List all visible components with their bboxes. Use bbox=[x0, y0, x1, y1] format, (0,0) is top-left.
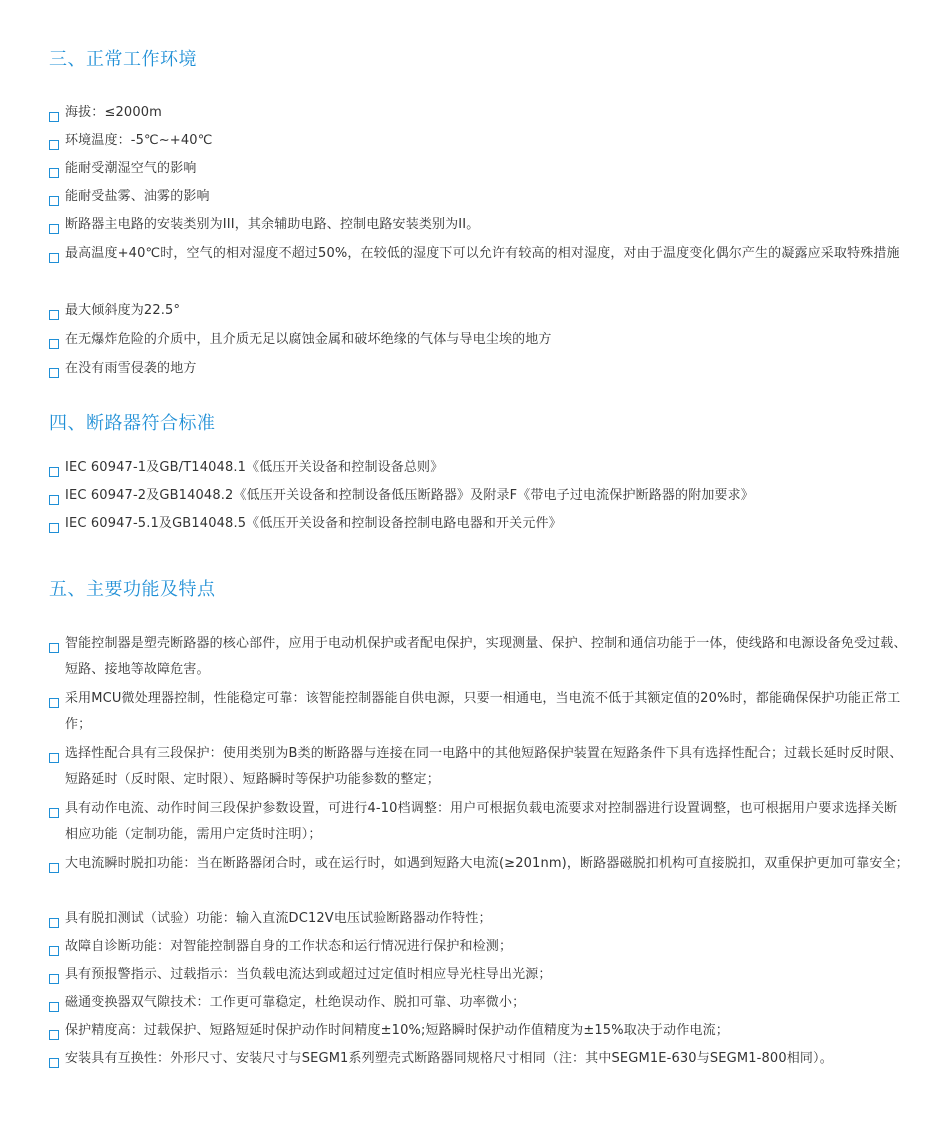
checkbox-square-icon bbox=[49, 253, 59, 263]
checkbox-square-icon bbox=[49, 467, 59, 477]
checkbox-square-icon bbox=[49, 808, 59, 818]
checkbox-square-icon bbox=[49, 643, 59, 653]
checkbox-square-icon bbox=[49, 368, 59, 378]
checkbox-square-icon bbox=[49, 974, 59, 984]
checkbox-square-icon bbox=[49, 310, 59, 320]
list-item: 具有动作电流、动作时间三段保护参数设置，可进行4-10档调整：用户可根据负载电流要求对控制器进行设置调整，也可根据用户要求选择关断相应功能（定制功能，需用户定货时注明）； bbox=[49, 802, 909, 848]
checkbox-square-icon bbox=[49, 523, 59, 533]
checkbox-square-icon bbox=[49, 339, 59, 349]
list-item: 海拔：≤2000m bbox=[49, 106, 909, 126]
checkbox-square-icon bbox=[49, 946, 59, 956]
section-title-features: 五、主要功能及特点 bbox=[49, 579, 216, 600]
list-item: IEC 60947-5.1及GB14048.5《低压开关设备和控制设备控制电路电器和开关元件》 bbox=[49, 517, 909, 537]
list-item: IEC 60947-1及GB/T14048.1《低压开关设备和控制设备总则》 bbox=[49, 461, 909, 481]
list-item: 安装具有互换性：外形尺寸、安装尺寸与SEGM1系列塑壳式断路器同规格尺寸相同（注：其中SEGM1E-630与SEGM1-800相同）。 bbox=[49, 1052, 909, 1072]
checkbox-square-icon bbox=[49, 753, 59, 763]
checkbox-square-icon bbox=[49, 168, 59, 178]
list-item: 磁通变换器双气隙技术：工作更可靠稳定，杜绝误动作、脱扣可靠、功率微小； bbox=[49, 996, 909, 1016]
list-item: 采用MCU微处理器控制，性能稳定可靠：该智能控制器能自供电源，只要一相通电，当电流不低于其额定值的20%时，都能确保保护功能正常工作； bbox=[49, 692, 909, 738]
list-item: 选择性配合具有三段保护：使用类别为B类的断路器与连接在同一电路中的其他短路保护装置在短路条件下具有选择性配合；过载长延时反时限、短路延时（反时限、定时限）、短路瞬时等保护功能参数的整定； bbox=[49, 747, 909, 793]
section-title-standards: 四、断路器符合标准 bbox=[49, 413, 216, 434]
list-item: 故障自诊断功能：对智能控制器自身的工作状态和运行情况进行保护和检测； bbox=[49, 940, 909, 960]
list-item: 最大倾斜度为22.5° bbox=[49, 304, 909, 324]
checkbox-square-icon bbox=[49, 1002, 59, 1012]
list-item: 智能控制器是塑壳断路器的核心部件，应用于电动机保护或者配电保护，实现测量、保护、控制和通信功能于一体，使线路和电源设备免受过载、短路、接地等故障危害。 bbox=[49, 637, 909, 683]
list-item: 在无爆炸危险的介质中，且介质无足以腐蚀金属和破坏绝缘的气体与导电尘埃的地方 bbox=[49, 333, 909, 353]
checkbox-square-icon bbox=[49, 196, 59, 206]
list-item: 具有预报警指示、过载指示：当负载电流达到或超过过定值时相应导光柱导出光源； bbox=[49, 968, 909, 988]
list-item: 能耐受盐雾、油雾的影响 bbox=[49, 190, 909, 210]
checkbox-square-icon bbox=[49, 140, 59, 150]
checkbox-square-icon bbox=[49, 112, 59, 122]
checkbox-square-icon bbox=[49, 1058, 59, 1068]
list-item: 环境温度：-5℃~+40℃ bbox=[49, 134, 909, 154]
section-title-environment: 三、正常工作环境 bbox=[49, 49, 197, 70]
checkbox-square-icon bbox=[49, 495, 59, 505]
list-item: 最高温度+40℃时，空气的相对湿度不超过50%，在较低的湿度下可以允许有较高的相对湿度，对由于温度变化偶尔产生的凝露应采取特殊措施 bbox=[49, 247, 909, 267]
list-item: IEC 60947-2及GB14048.2《低压开关设备和控制设备低压断路器》及附录F《带电子过电流保护断路器的附加要求》 bbox=[49, 489, 909, 509]
list-item: 保护精度高：过载保护、短路短延时保护动作时间精度±10%;短路瞬时保护动作值精度为±15%取决于动作电流； bbox=[49, 1024, 909, 1044]
list-item: 大电流瞬时脱扣功能：当在断路器闭合时，或在运行时，如遇到短路大电流(≥201nm)，断路器磁脱扣机构可直接脱扣，双重保护更加可靠安全； bbox=[49, 857, 909, 877]
checkbox-square-icon bbox=[49, 224, 59, 234]
list-item: 能耐受潮湿空气的影响 bbox=[49, 162, 909, 182]
checkbox-square-icon bbox=[49, 698, 59, 708]
list-item: 具有脱扣测试（试验）功能：输入直流DC12V电压试验断路器动作特性； bbox=[49, 912, 909, 932]
checkbox-square-icon bbox=[49, 918, 59, 928]
checkbox-square-icon bbox=[49, 1030, 59, 1040]
list-item: 断路器主电路的安装类别为III，其余辅助电路、控制电路安装类别为II。 bbox=[49, 218, 909, 238]
checkbox-square-icon bbox=[49, 863, 59, 873]
list-item: 在没有雨雪侵袭的地方 bbox=[49, 362, 909, 382]
